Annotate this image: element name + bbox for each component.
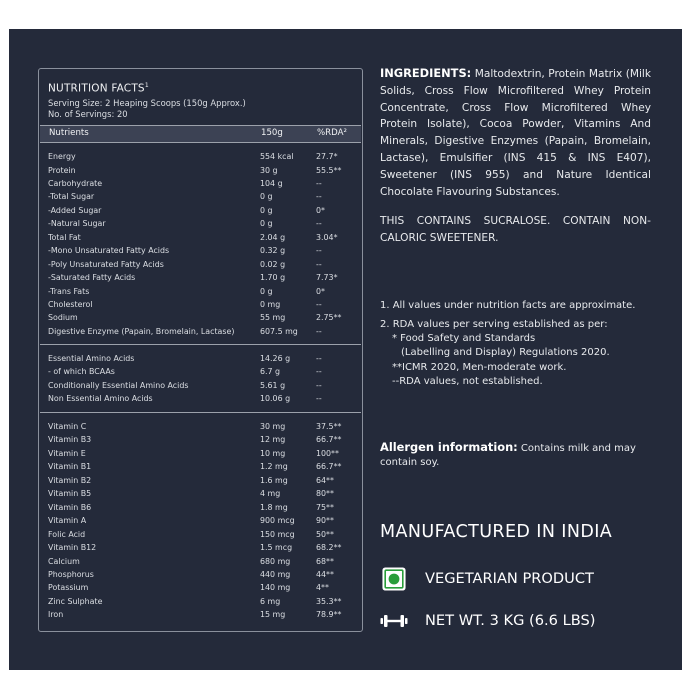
ingredients-label: INGREDIENTS: (380, 66, 472, 80)
nutrient-rda: 35.3** (316, 596, 342, 606)
nutrient-row (39, 435, 361, 448)
nutrient-row (39, 597, 361, 610)
nutrient-amount: 0 mg (260, 299, 281, 309)
nutrient-rda: -- (316, 246, 322, 256)
nutrient-amount: 0 g (260, 286, 273, 296)
nutrient-rda: 0* (316, 286, 325, 296)
nutrient-rda: 66.7** (316, 462, 342, 472)
note-2-sub-3: **ICMR 2020, Men-moderate work. (392, 362, 567, 373)
nutrient-name: Zinc Sulphate (48, 596, 103, 606)
nutrient-name: Carbohydrate (48, 178, 103, 188)
note-2-sub-4: --RDA values, not established. (392, 376, 543, 387)
nutrient-rda: 90** (316, 516, 334, 526)
nutrient-name: - of which BCAAs (48, 367, 115, 377)
nutrient-name: Vitamin B12 (48, 543, 97, 553)
servings-count: No. of Servings: 20 (48, 109, 128, 119)
nutrient-row (39, 476, 361, 489)
nutrient-rda: 68** (316, 556, 334, 566)
nutrient-rda: 78.9** (316, 610, 342, 620)
nutrient-name: -Poly Unsaturated Fatty Acids (48, 259, 164, 269)
nutrient-name: Non Essential Amino Acids (48, 394, 153, 404)
nutrient-row (39, 449, 361, 462)
nutrient-amount: 55 mg (260, 313, 286, 323)
nutrient-rda: 3.04* (316, 232, 338, 242)
nutrient-row (39, 610, 361, 623)
nutrient-name: Digestive Enzyme (Papain, Bromelain, Lactase) (48, 326, 235, 336)
nutrient-name: Energy (48, 152, 76, 161)
nutrient-amount: 30 mg (260, 422, 286, 431)
nutrient-row (39, 394, 361, 407)
nutrition-facts-footnote-ref: 1 (144, 82, 149, 89)
nutrient-amount: 554 kcal (260, 152, 294, 161)
nutrient-rda: 100** (316, 448, 339, 458)
nutrient-name: Sodium (48, 313, 78, 323)
nutrient-row (39, 287, 361, 300)
nutrient-rda: 80** (316, 489, 334, 499)
nutrient-name: Vitamin C (48, 422, 87, 431)
nutrient-name: Iron (48, 610, 64, 620)
nutrient-row (39, 543, 361, 556)
nutrient-name: Vitamin B5 (48, 489, 92, 499)
nutrient-row (39, 192, 361, 205)
nutrient-name: Vitamin B6 (48, 502, 92, 512)
nutrient-amount: 0.32 g (260, 246, 286, 256)
nutrient-amount: 1.6 mg (260, 475, 288, 485)
nutrient-name: -Added Sugar (48, 205, 102, 215)
nutrient-amount: 1.70 g (260, 273, 286, 283)
note-1: 1. All values under nutrition facts are approximate. (380, 300, 636, 311)
nutrient-row (39, 570, 361, 583)
nutrition-facts-title (48, 82, 149, 95)
nutrient-amount: 140 mg (260, 583, 291, 593)
nutrient-row (39, 503, 361, 516)
nutrient-row (39, 462, 361, 475)
nutrient-name: Protein (48, 165, 76, 175)
nutrient-row (39, 381, 361, 394)
nutrient-amount: 1.2 mg (260, 462, 288, 472)
nutrient-rda: -- (316, 259, 322, 269)
nutrient-rda: -- (316, 326, 322, 336)
nutrient-amount: 12 mg (260, 435, 286, 445)
nutrient-rda: 68.2** (316, 543, 342, 553)
nutrient-name: -Mono Unsaturated Fatty Acids (48, 246, 170, 256)
header-nutrients: Nutrients (49, 128, 89, 138)
nutrient-row (39, 246, 361, 259)
nutrient-rda: 66.7** (316, 435, 342, 445)
nutrient-amount: 5.61 g (260, 380, 286, 390)
nutrient-amount: 150 mcg (260, 529, 295, 539)
nutrient-rda: 50** (316, 529, 334, 539)
nutrient-row (39, 516, 361, 529)
nutrient-name: Potassium (48, 583, 89, 593)
nutrient-rda: 64** (316, 475, 334, 485)
nutrient-row (39, 300, 361, 313)
nutrient-row (39, 166, 361, 179)
nutrition-facts-table (38, 68, 363, 632)
nutrient-rda: 2.75** (316, 313, 342, 323)
nutrition-facts-title-text: NUTRITION FACTS (48, 82, 145, 95)
header-rda: %RDA² (317, 128, 347, 138)
nutrient-rda: 75** (316, 502, 334, 512)
manufactured-in: MANUFACTURED IN INDIA (380, 522, 613, 542)
nutrient-row (39, 206, 361, 219)
nutrient-amount: 6 mg (260, 596, 281, 606)
net-weight: NET WT. 3 KG (6.6 LBS) (425, 612, 596, 629)
serving-size: Serving Size: 2 Heaping Scoops (150g Approx.) (48, 98, 246, 108)
nutrient-amount: 1.8 mg (260, 502, 288, 512)
nutrient-rda: 44** (316, 569, 334, 579)
section-divider (40, 412, 361, 413)
nutrient-rda: 7.73* (316, 273, 338, 283)
nutrient-row (39, 233, 361, 246)
nutrient-name: Conditionally Essential Amino Acids (48, 380, 189, 390)
nutrient-amount: 104 g (260, 178, 283, 188)
nutrient-row (39, 422, 361, 435)
vegetarian-product: VEGETARIAN PRODUCT (425, 570, 594, 587)
section-divider (40, 344, 361, 345)
nutrient-amount: 15 mg (260, 610, 286, 620)
nutrient-name: Folic Acid (48, 529, 86, 539)
nutrient-row (39, 354, 361, 367)
nutrient-amount: 440 mg (260, 569, 291, 579)
dumbbell-icon (380, 613, 408, 629)
nutrient-name: Vitamin B2 (48, 475, 92, 485)
nutrient-row (39, 367, 361, 380)
sucralose-warning: THIS CONTAINS SUCRALOSE. CONTAIN NON-CALORIC SWEETENER. (380, 215, 651, 244)
nutrient-amount: 1.5 mcg (260, 543, 293, 553)
nutrient-amount: 680 mg (260, 556, 291, 566)
nutrient-rda: -- (316, 380, 322, 390)
header-amount: 150g (261, 128, 283, 138)
nutrient-row (39, 219, 361, 232)
note-2-sub-2: (Labelling and Display) Regulations 2020. (401, 347, 610, 358)
nutrient-name: Vitamin B3 (48, 435, 92, 445)
nutrient-row (39, 583, 361, 596)
nutrient-amount: 14.26 g (260, 354, 291, 363)
nutrient-row (39, 489, 361, 502)
nutrient-name: Cholesterol (48, 299, 93, 309)
nutrient-name: Vitamin E (48, 448, 86, 458)
nutrient-amount: 900 mcg (260, 516, 295, 526)
nutrient-row (39, 260, 361, 273)
nutrient-name: -Total Sugar (48, 192, 95, 202)
nutrient-row (39, 179, 361, 192)
nutrient-name: Vitamin B1 (48, 462, 92, 472)
nutrient-rda: 55.5** (316, 165, 342, 175)
nutrient-rda: -- (316, 219, 322, 229)
note-2-sub-1: * Food Safety and Standards (392, 333, 536, 344)
allergen-label: Allergen information: (380, 440, 518, 454)
nutrient-amount: 0 g (260, 219, 273, 229)
nutrient-rda: 4** (316, 583, 329, 593)
nutrient-rda: 0* (316, 205, 325, 215)
nutrient-rda: -- (316, 178, 322, 188)
note-2: 2. RDA values per serving established as per: (380, 319, 608, 330)
nutrient-rda: -- (316, 192, 322, 202)
nutrient-amount: 607.5 mg (260, 326, 298, 336)
nutrient-rda: 37.5** (316, 422, 342, 431)
nutrient-rda: -- (316, 367, 322, 377)
nutrient-amount: 4 mg (260, 489, 281, 499)
nutrient-name: -Natural Sugar (48, 219, 106, 229)
nutrient-row (39, 313, 361, 326)
nutrient-rda: -- (316, 299, 322, 309)
nutrient-name: Total Fat (48, 232, 81, 242)
nutrient-name: Calcium (48, 556, 80, 566)
nutrient-amount: 30 g (260, 165, 278, 175)
nutrient-amount: 6.7 g (260, 367, 281, 377)
nutrient-rda: -- (316, 354, 322, 363)
nutrient-row (39, 327, 361, 340)
ingredients-text: Maltodextrin, Protein Matrix (Milk Solids, Cross Flow Microfiltered Whey Protein Concentrate, Cross Flow Microfiltered Whey Protein Isolate), Cocoa Powder, Vitamins And Minerals, Digestive Enzymes (Papain, Bromelain, Lactase), Emulsifier (INS 415 & INS E407), Sweetener (INS 955) and Nature Identical Chocolate Flavouring Substances. (380, 68, 651, 198)
nutrient-name: -Saturated Fatty Acids (48, 273, 136, 283)
nutrient-rda: -- (316, 394, 322, 404)
nutrient-row (39, 530, 361, 543)
nutrient-rda: 27.7* (316, 152, 338, 161)
nutrient-amount: 0.02 g (260, 259, 286, 269)
nutrient-row (39, 152, 361, 165)
table-header (40, 125, 361, 143)
nutrient-name: -Trans Fats (48, 286, 90, 296)
allergen-text: Contains milk and may contain soy. (380, 443, 636, 468)
nutrient-row (39, 557, 361, 570)
nutrient-name: Vitamin A (48, 516, 87, 526)
nutrient-amount: 10.06 g (260, 394, 291, 404)
nutrient-amount: 10 mg (260, 448, 286, 458)
allergen-info (380, 440, 670, 470)
ingredients-block (380, 65, 651, 200)
nutrient-amount: 0 g (260, 192, 273, 202)
nutrient-name: Phosphorus (48, 569, 94, 579)
vegetarian-mark-icon (382, 567, 406, 591)
nutrient-name: Essential Amino Acids (48, 354, 135, 363)
nutrient-row (39, 273, 361, 286)
nutrient-amount: 2.04 g (260, 232, 286, 242)
nutrient-amount: 0 g (260, 205, 273, 215)
